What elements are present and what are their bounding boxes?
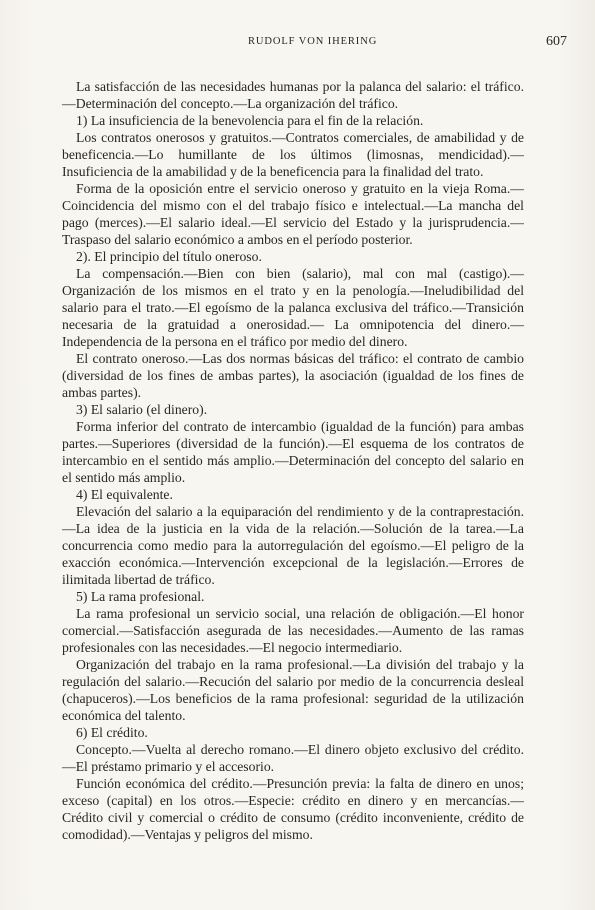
paragraph: Organización del trabajo en la rama profesional.—La división del trabajo y la regulación del salario.—Recución del salario por medio de la concurrencia desleal (chapuceros).—Los beneficios de la rama profesional: seguridad de la utilización económica del talento. bbox=[62, 657, 524, 723]
paragraph: Forma de la oposición entre el servicio oneroso y gratuito en la vieja Roma.—Coincidencia del mismo con el del trabajo físico e intelectual.—La mancha del pago (merces).—El salario ideal.—El servicio del Estado y la jurisprudencia.—Traspaso del salario económico a ambos en el período posterior. bbox=[62, 181, 524, 247]
paragraph: Forma inferior del contrato de intercambio (igualdad de la función) para ambas partes.—Superiores (diversidad de la función).—El esquema de los contratos de intercambio en el sentido más amplio.—Determinación del concepto del salario en el sentido más amplio. bbox=[62, 419, 524, 485]
paragraph: Función económica del crédito.—Presunción previa: la falta de dinero en unos; exceso (capital) en los otros.—Especie: crédito en dinero y en mercancías.—Crédito civil y comercial o crédito de consumo (crédito inconveniente, crédito de comodidad).—Ventajas y peligros del mismo. bbox=[62, 776, 524, 842]
page-number: 607 bbox=[546, 34, 567, 49]
page-body bbox=[62, 78, 524, 843]
paragraph: La satisfacción de las necesidades humanas por la palanca del salario: el tráfico.—Determinación del concepto.—La organización del tráfico. bbox=[62, 79, 524, 111]
section-heading: 3) El salario (el dinero). bbox=[76, 402, 208, 417]
section-heading: 4) El equivalente. bbox=[76, 487, 173, 502]
section-heading: 5) La rama profesional. bbox=[76, 589, 205, 604]
section-heading: 2). El principio del título oneroso. bbox=[76, 249, 262, 264]
paragraph: La compensación.—Bien con bien (salario), mal con mal (castigo).—Organización de los mismos en el trato y en la penología.—Ineludibilidad del salario para el trato.—El egoísmo de la palanca exclusiva del tráfico.—Transición necesaria de la gratuidad a onerosidad.— La omnipotencia del dinero.—Independencia de la persona en el tráfico por medio del dinero. bbox=[62, 266, 524, 349]
paragraph: El contrato oneroso.—Las dos normas básicas del tráfico: el contrato de cambio (diversidad de los fines de ambas partes), la asociación (igualdad de los fines de ambas partes). bbox=[62, 351, 524, 400]
page-header bbox=[62, 34, 567, 50]
paragraph: La rama profesional un servicio social, una relación de obligación.—El honor comercial.—Satisfacción asegurada de las necesidades.—Aumento de las ramas profesionales con las necesidades.—El negocio intermediario. bbox=[62, 606, 524, 655]
running-head: RUDOLF VON IHERING bbox=[248, 36, 378, 47]
paragraph: Los contratos onerosos y gratuitos.—Contratos comerciales, de amabilidad y de beneficencia.—Lo humillante de los últimos (limosnas, mendicidad).—Insuficiencia de la amabilidad y de la beneficencia para la finalidad del trato. bbox=[62, 130, 524, 179]
paragraph: Elevación del salario a la equiparación del rendimiento y de la contraprestación.—La idea de la justicia en la vida de la relación.—Solución de la tarea.—La concurrencia como medio para la autorregulación del egoísmo.—El peligro de la exacción económica.—Intervención excepcional de la legislación.—Errores de ilimitada libertad de tráfico. bbox=[62, 504, 524, 587]
paragraph: Concepto.—Vuelta al derecho romano.—El dinero objeto exclusivo del crédito.—El préstamo primario y el accesorio. bbox=[62, 742, 524, 774]
section-heading: 1) La insuficiencia de la benevolencia para el fin de la relación. bbox=[76, 113, 424, 128]
section-heading: 6) El crédito. bbox=[76, 725, 148, 740]
